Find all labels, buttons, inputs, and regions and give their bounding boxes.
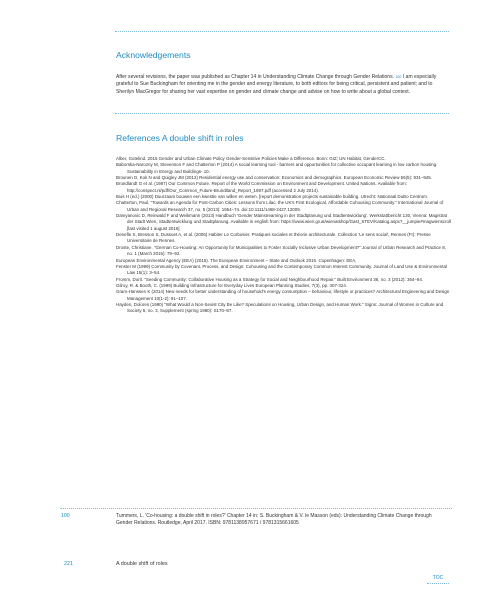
footnote-number[interactable]: 100: [61, 513, 70, 519]
footnote-rule: [60, 508, 452, 509]
footnote-text: Tummers, L. 'Co-housing: a double shift in roles?' Chapter 14 in: S. Buckingham & V. le Masson (eds): Understanding Climate Change through Gender Relations. Routledge, April 2017. ISBN: 9781138957671 / 9781315661605: [116, 513, 432, 527]
reference-item: Alber, Gotelind. 2015 Gender and Urban Climate Policy Gender-Sensitive Policies Make a Difference. Bonn: GIZ; UN Habitat, GenderCC.: [116, 156, 386, 161]
reference-item: Fromm, Dorit. "Seeding Community: Collaborative Housing as a Strategy for Social and Neighbourhood Repair." Built Environment 38, no. 3 (2012): 364–94.: [116, 276, 424, 282]
acknowledgements-text: [116, 74, 452, 96]
reference-item: Fenster M (1999) Community by Covenant, Process, and Design: Cohousing and the Contemporary Common Interest Community. Journal of Land Use & Environmental Law 15(1): 3–54.: [116, 263, 447, 276]
acknowledgements-heading: Acknowledgements: [116, 50, 191, 60]
reference-item: European Environmental Agency (EEA) (2015). The European Environment – State and Outlook 2015. Copenhagen: EEA,: [116, 257, 357, 263]
reference-item: Baborska-Narozny M, Stevenson F and Chatterton P (2014) A social learning tool - barriers and opportunities for collective occupant learning in low carbon housing. Sustainability in Energy and Buildings- 10.: [116, 162, 438, 174]
acknowledgements-text-part2: I am especially grateful to Sue Buckingham for orienting me in the gender and energy literature, to both editors for being critical, persistent and patient; and to Sherilyn MacGregor for sharing her vast expertise on gender and climate change and advise on how to write about a global context.: [116, 74, 437, 95]
reference-item: Gilroy, R. & Booth, C. (1999) Building Infrastructure for Everyday Lives European Planning Studies, 7(3), pp. 307-324.: [116, 282, 348, 288]
page-number: 221: [64, 561, 73, 567]
references-top-rule: [115, 113, 449, 114]
acknowledgements-top-rule: [115, 31, 449, 32]
references-list: [116, 156, 452, 315]
reference-item: Brundlandt G et al. (1987) Our Common Future. Report of the World Commission on Environment and Development. United Nations. Available from: http://conspect.nl/pdf/Our_Common_Future-Brundtland_Report_1987.pdf (accessed 2 July 2014).: [116, 181, 407, 193]
reference-item: Damyanovic D, Reinwald F and Weikmann (2013) Handbuch 'Gender Mainstreaming in der Stadtplanung und Stadtentwicklung'. Werkstattbericht 130, Vienna: Magistrat der Stadt Wien, Stadtentwicklung und Stadtplanung. Available in english from: https://www.wien.gv.at/wienatshop/Gast_STEV/Katalog.aspx?__jumpie#magwienscroll [last visited 1 august 2016]: [116, 213, 451, 231]
toc-underline: [427, 583, 449, 584]
reference-item: Gram-Hanssen K (2014) New needs for better understanding of household's energy consumption – behaviour, lifestyle or practices? Architectural Engineering and Design Management 10(1-2): 91–107.: [116, 289, 450, 301]
footnote-reference-link[interactable]: 100: [395, 75, 402, 79]
reference-item: Brounen D, Kok N and Quigley JM (2012) Residential energy use and conservation: Economics and demographics. European Economic Review 56(5): 931–945.: [116, 175, 432, 181]
toc-link[interactable]: TOC: [432, 575, 444, 581]
reference-item: Droste, Christiane. "German Co-Housing: An Opportunity for Municipalities to Foster Socially Inclusive Urban Development?" Journal of Urban Research and Practice 8, no. 1 (March 2015): 79–92.: [116, 244, 446, 257]
reference-item: Denefle S, Bresson S, Dussuet A, et al. (2006) Habiter Le Corbusier. Pratiques sociales et théorie architecturale. Collection 'Le sens social', Rennes (Fr): Presse Universitaire de Rennes.: [116, 232, 431, 244]
references-heading: References A double shift in roles: [116, 133, 244, 143]
acknowledgements-text-part1: After several revisions, the paper was published as Chapter 14 in Understanding Climate Change through Gender Relations.: [116, 74, 395, 80]
reference-item: Chatterton, Paul. "Towards an Agenda for Post-Carbon Cities: Lessons from Lilac, the UK's First Ecological, Affordable Cohousing Community." International Journal of Urban and Regional Research 37, no. 5 (2013): 1654–74. doi:10.1111/1468-2427.12009.: [116, 200, 444, 212]
reference-item: Buis H (ed.) (2000) Duurzaam bouwen een kwestie van willen en weten. [report demonstration projects sustainable building. Utrecht: Nationaal DuBo Centrum.: [116, 194, 429, 200]
running-title: A double shift of roles: [116, 561, 168, 567]
reference-item: Hayden, Dolores (1980) "What Would a Non-Sexist City Be Like? Speculations on Housing, Urban Design, and Human Work." Signs: Journal of Women in Culture and Society 5, no. 3, Supplement (spring 1980): S170–87.: [116, 301, 444, 314]
